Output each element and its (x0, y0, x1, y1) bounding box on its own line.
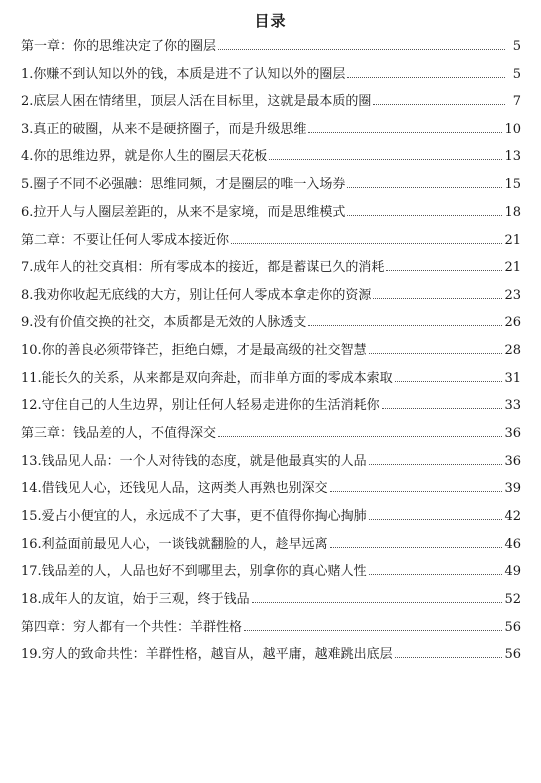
toc-section-entry[interactable] (0, 164, 541, 192)
dot-leader (395, 381, 503, 382)
toc-section-entry[interactable] (0, 386, 541, 414)
toc-section-entry[interactable] (0, 579, 541, 607)
entry-title: 12.守住自己的人生边界，别让任何人轻易走进你的生活消耗你 (21, 398, 380, 414)
page-number: 5 (512, 39, 521, 54)
toc-chapter-entry[interactable] (0, 607, 541, 635)
toc-section-entry[interactable] (0, 330, 541, 358)
page-number: 26 (504, 315, 521, 331)
entry-title: 11.能长久的关系，从来都是双向奔赴，而非单方面的零成本索取 (21, 370, 393, 386)
page-number: 42 (504, 508, 521, 524)
toc-chapter-entry[interactable] (0, 26, 541, 54)
dot-leader (369, 519, 503, 520)
entry-title: 8.我劝你收起无底线的大方，别让任何人零成本拿走你的资源 (21, 287, 372, 303)
page-number: 28 (504, 342, 521, 358)
entry-title: 1.你赚不到认知以外的钱，本质是进不了认知以外的圈层 (21, 66, 346, 82)
page-number: 15 (504, 176, 521, 192)
toc-section-entry[interactable] (0, 496, 541, 524)
toc-section-entry[interactable] (0, 552, 541, 580)
entry-title: 3.真正的破圈，从来不是硬挤圈子，而是升级思维 (21, 121, 307, 137)
toc-section-entry[interactable] (0, 109, 541, 137)
dot-leader (308, 325, 502, 326)
page-number: 56 (504, 647, 521, 663)
dot-leader (218, 436, 502, 437)
dot-leader (218, 49, 505, 50)
entry-title: 第一章：你的思维决定了你的圈层 (21, 39, 217, 54)
entry-title: 2.底层人困在情绪里，顶层人活在目标里，这就是最本质的圈 (21, 94, 372, 110)
entry-title: 17.钱品差的人，人品也好不到哪里去，别拿你的真心赌人性 (21, 564, 367, 580)
page-number: 10 (504, 121, 521, 137)
page-number: 23 (504, 287, 521, 303)
entry-title: 14.借钱见人心，还钱见人品，这两类人再熟也别深交 (21, 481, 328, 497)
toc-section-entry[interactable] (0, 358, 541, 386)
dot-leader (231, 243, 502, 244)
dot-leader (252, 602, 503, 603)
toc-section-entry[interactable] (0, 54, 541, 82)
page-number: 18 (504, 204, 521, 220)
page-number: 21 (504, 232, 521, 248)
entry-title: 15.爱占小便宜的人，永远成不了大事，更不值得你掏心掏肺 (21, 508, 367, 524)
toc-section-entry[interactable] (0, 248, 541, 276)
dot-leader (330, 491, 503, 492)
dot-leader (395, 657, 503, 658)
page-number: 33 (504, 398, 521, 414)
toc-list (0, 26, 541, 662)
entry-title: 10.你的善良必须带锋芒，拒绝白嫖，才是最高级的社交智慧 (21, 342, 367, 358)
page-number: 52 (504, 591, 521, 607)
dot-leader (382, 408, 503, 409)
page-number: 49 (504, 564, 521, 580)
page-number: 56 (504, 619, 521, 635)
entry-title: 7.成年人的社交真相：所有零成本的接近，都是蓄谋已久的消耗 (21, 260, 385, 276)
toc-section-entry[interactable] (0, 275, 541, 303)
entry-title: 18.成年人的友谊，始于三观，终于钱品 (21, 591, 250, 607)
page-number: 13 (504, 149, 521, 165)
entry-title: 9.没有价值交换的社交，本质都是无效的人脉透支 (21, 315, 307, 331)
page-number: 21 (504, 260, 521, 276)
entry-title: 5.圈子不同不必强融：思维同频，才是圈层的唯一入场券 (21, 176, 346, 192)
page-number: 5 (512, 66, 521, 82)
page-title: 目录 (254, 12, 287, 30)
dot-leader (308, 132, 502, 133)
page-number: 46 (504, 536, 521, 552)
dot-leader (244, 630, 502, 631)
dot-leader (269, 159, 502, 160)
toc-chapter-entry[interactable] (0, 220, 541, 248)
toc-section-entry[interactable] (0, 635, 541, 663)
entry-title: 4.你的思维边界，就是你人生的圈层天花板 (21, 149, 268, 165)
dot-leader (369, 574, 503, 575)
page-number: 39 (504, 481, 521, 497)
dot-leader (347, 187, 502, 188)
page-number: 7 (512, 94, 521, 110)
entry-title: 第三章：钱品差的人，不值得深交 (21, 426, 217, 442)
entry-title: 13.钱品见人品：一个人对待钱的态度，就是他最真实的人品 (21, 453, 367, 469)
toc-section-entry[interactable] (0, 524, 541, 552)
dot-leader (369, 353, 503, 354)
page-number: 36 (504, 426, 521, 442)
page-number: 31 (504, 370, 521, 386)
entry-title: 第四章：穷人都有一个共性：羊群性格 (21, 619, 243, 635)
toc-section-entry[interactable] (0, 441, 541, 469)
dot-leader (347, 215, 502, 216)
dot-leader (347, 77, 505, 78)
dot-leader (330, 547, 503, 548)
dot-leader (373, 298, 502, 299)
entry-title: 16.利益面前最见人心，一谈钱就翻脸的人，趁早远离 (21, 536, 328, 552)
dot-leader (369, 464, 503, 465)
dot-leader (373, 104, 505, 105)
toc-section-entry[interactable] (0, 137, 541, 165)
toc-section-entry[interactable] (0, 303, 541, 331)
page-number: 36 (504, 453, 521, 469)
toc-section-entry[interactable] (0, 469, 541, 497)
toc-section-entry[interactable] (0, 82, 541, 110)
entry-title: 19.穷人的致命共性：羊群性格，越盲从，越平庸，越难跳出底层 (21, 647, 393, 663)
entry-title: 第二章：不要让任何人零成本接近你 (21, 232, 230, 248)
dot-leader (386, 270, 502, 271)
toc-chapter-entry[interactable] (0, 413, 541, 441)
entry-title: 6.拉开人与人圈层差距的，从来不是家境，而是思维模式 (21, 204, 346, 220)
toc-section-entry[interactable] (0, 192, 541, 220)
